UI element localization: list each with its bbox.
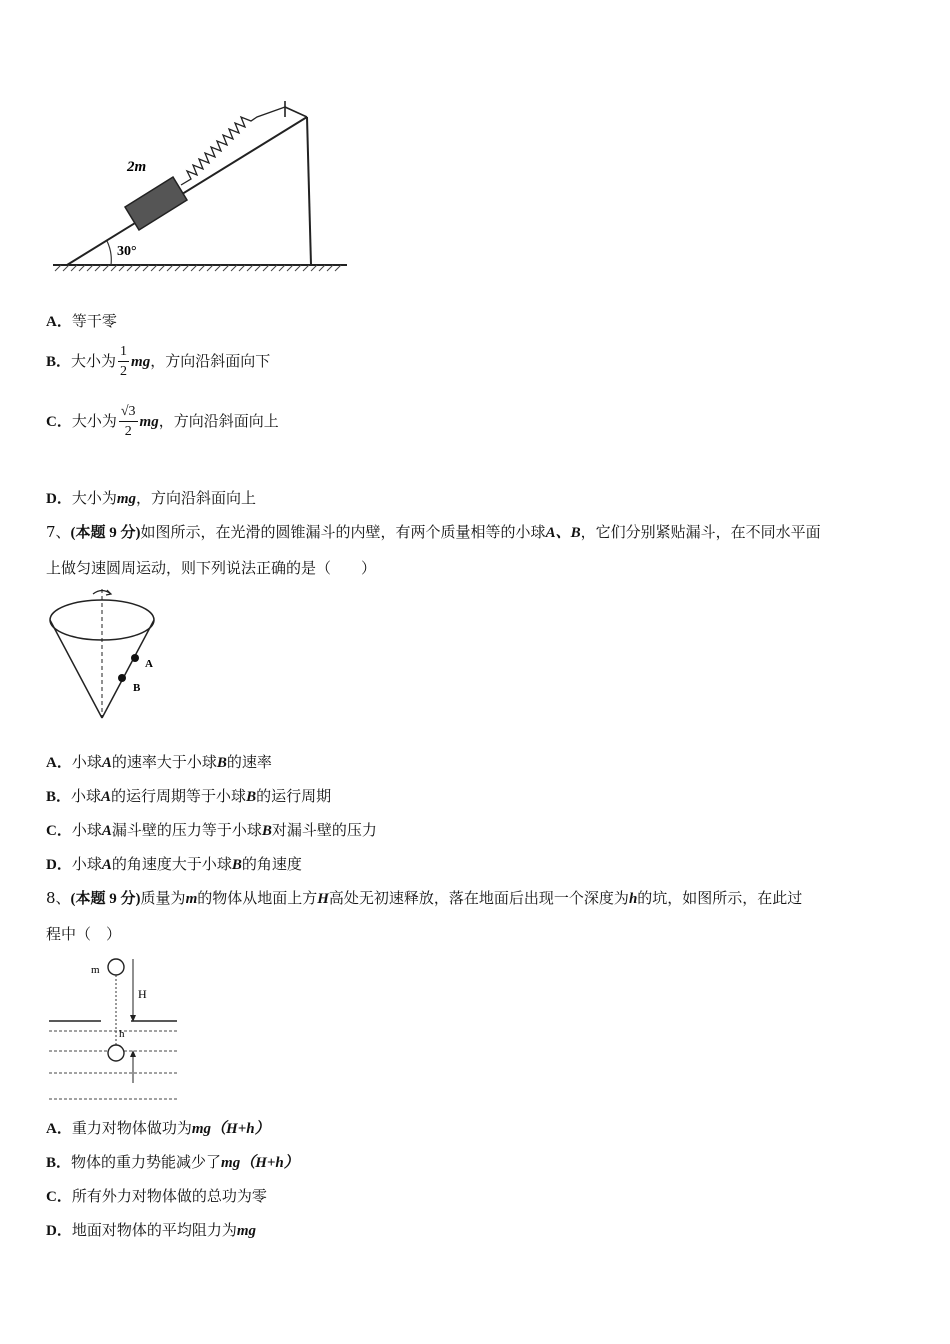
q6-option-c[interactable]: C．大小为 $\frac{√3}{2}$ mg，方向沿斜面向上 [46,404,279,439]
q6-option-b[interactable]: B．大小为 $\frac{1}{2}$ mg，方向沿斜面向下 [46,344,271,379]
ball-a-label: A [145,658,153,670]
cone-funnel-figure [45,585,175,725]
q7-stem-line2: 上做匀速圆周运动，则下列说法正确的是（ ） [46,559,377,577]
mass-label: 2m [127,159,147,175]
q6-option-a[interactable]: A．等干零 [46,312,117,330]
q8-option-d[interactable]: D．地面对物体的平均阻力为mg [46,1221,257,1239]
q8-option-b[interactable]: B．物体的重力势能减少了mg（H+h） [46,1153,299,1171]
q7-option-a[interactable]: A．小球A的速率大于小球B的速率 [46,753,272,771]
q8-stem-line1: 8、(本题 9 分)质量为m的物体从地面上方H高处无初速释放，落在地面后出现一个深度为h的坑，如图所示，在此过 [46,889,803,907]
height-label-H: H [138,987,147,1001]
fraction-sqrt3-half: $\frac{√3}{2}$ [120,404,136,439]
incline-spring-figure [45,95,355,275]
fraction-half: $\frac{1}{2}$ [120,344,128,379]
q7-option-c[interactable]: C．小球A漏斗壁的压力等于小球B对漏斗壁的压力 [46,821,377,839]
ball-b-label: B [133,682,141,694]
q8-option-a[interactable]: A．重力对物体做功为mg（H+h） [46,1119,270,1137]
q7-option-b[interactable]: B．小球A的运行周期等于小球B的运行周期 [46,787,332,805]
q7-stem-line1: 7、(本题 9 分)如图所示，在光滑的圆锥漏斗的内壁，有两个质量相等的小球A、B，它们分别紧贴漏斗，在不同水平面 [46,523,821,541]
angle-label: 30° [117,244,137,259]
falling-object-figure [45,955,185,1105]
q8-stem-line2: 程中（ ） [46,925,122,943]
q8-option-c[interactable]: C．所有外力对物体做的总功为零 [46,1187,267,1205]
q7-option-d[interactable]: D．小球A的角速度大于小球B的角速度 [46,855,302,873]
depth-label-h: h [119,1028,125,1040]
q6-option-d[interactable]: D．大小为mg，方向沿斜面向上 [46,489,257,507]
mass-label-m: m [91,964,100,976]
